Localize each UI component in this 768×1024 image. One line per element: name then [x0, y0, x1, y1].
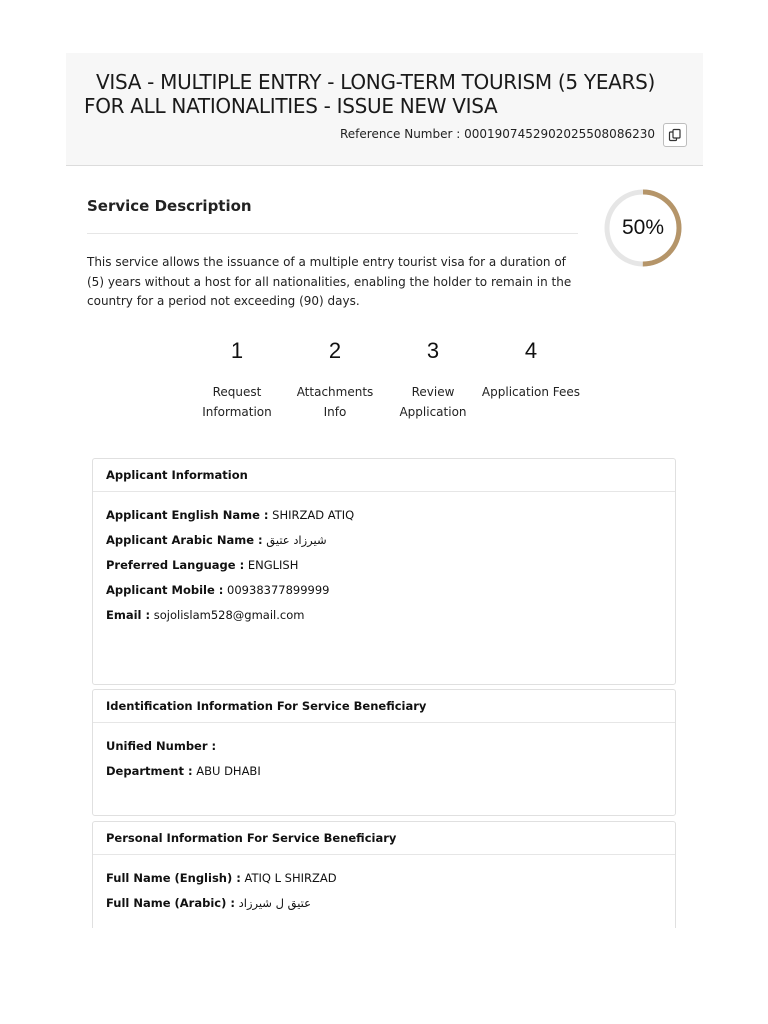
field-label: Preferred Language :	[106, 558, 245, 572]
field-value: sojolislam528@gmail.com	[153, 608, 305, 622]
step-label	[188, 383, 286, 422]
step-label-line1: Application Fees	[481, 385, 581, 399]
personal-information-panel	[92, 821, 676, 928]
unified-number	[106, 738, 662, 754]
field-value: شيرزاد عتيق	[266, 533, 327, 547]
full-name-english	[106, 870, 662, 886]
applicant-english-name	[106, 507, 662, 523]
identification-information-panel	[92, 689, 676, 816]
reference-label: Reference Number :	[339, 127, 461, 141]
applicant-mobile	[106, 582, 662, 598]
step-number: 1	[230, 338, 244, 363]
step-label	[476, 383, 586, 403]
copy-button[interactable]	[663, 123, 687, 147]
panel-title: Personal Information For Service Beneficiary	[93, 822, 675, 855]
progress-percent: 50%	[621, 216, 665, 239]
copy-icon	[668, 128, 682, 142]
step-number: 3	[426, 338, 440, 363]
step-request-information[interactable]	[188, 338, 286, 422]
service-description-title: Service Description	[87, 197, 252, 215]
panel-title: Identification Information For Service Beneficiary	[93, 690, 675, 723]
step-label-line1: Attachments	[296, 385, 374, 399]
step-attachments-info[interactable]	[286, 338, 384, 422]
reference-number	[340, 127, 655, 141]
field-value: SHIRZAD ATIQ	[272, 508, 355, 522]
applicant-information-panel	[92, 458, 676, 685]
field-label: Applicant Mobile :	[106, 583, 224, 597]
full-name-arabic	[106, 895, 662, 911]
preferred-language	[106, 557, 662, 573]
panel-title: Applicant Information	[93, 459, 675, 492]
field-value: ATIQ L SHIRZAD	[244, 871, 337, 885]
step-label-line2: Application	[399, 404, 467, 419]
page-title-line2: FOR ALL NATIONALITIES - ISSUE NEW VISA	[84, 94, 498, 118]
field-value: عتيق ل شيرزاد	[238, 896, 312, 910]
page-title-line1: VISA - MULTIPLE ENTRY - LONG-TERM TOURISM (5 YEARS)	[96, 70, 656, 94]
divider	[87, 233, 578, 234]
field-label: Full Name (Arabic) :	[106, 896, 235, 910]
field-value: 00938377899999	[227, 583, 330, 597]
field-label: Applicant English Name :	[106, 508, 269, 522]
step-label-line1: Request	[212, 385, 262, 399]
step-label-line1: Review	[411, 385, 455, 399]
step-label	[384, 383, 482, 422]
applicant-email	[106, 607, 662, 623]
reference-value: 00019074529020255080862​30	[464, 127, 655, 141]
field-label: Email :	[106, 608, 151, 622]
field-label: Department :	[106, 764, 193, 778]
stepper	[188, 338, 588, 428]
step-label-line2: Info	[323, 404, 347, 419]
field-label: Unified Number :	[106, 739, 217, 753]
step-review-application[interactable]	[384, 338, 482, 422]
field-value: ENGLISH	[247, 558, 299, 572]
field-value: ABU DHABI	[196, 764, 261, 778]
step-number: 2	[328, 338, 342, 363]
step-label-line2: Information	[202, 404, 272, 419]
page-title	[84, 70, 684, 118]
department	[106, 763, 662, 779]
step-label	[286, 383, 384, 422]
applicant-arabic-name	[106, 532, 662, 548]
step-number: 4	[524, 338, 538, 363]
step-application-fees[interactable]	[476, 338, 586, 403]
field-label: Applicant Arabic Name :	[106, 533, 263, 547]
service-description-text: This service allows the issuance of a multiple entry tourist visa for a duration of (5) years without a host for all nationalities, enabling the holder to remain in the country for a period not exceeding (90) days.	[87, 255, 572, 308]
page-header	[66, 53, 703, 166]
field-label: Full Name (English) :	[106, 871, 241, 885]
